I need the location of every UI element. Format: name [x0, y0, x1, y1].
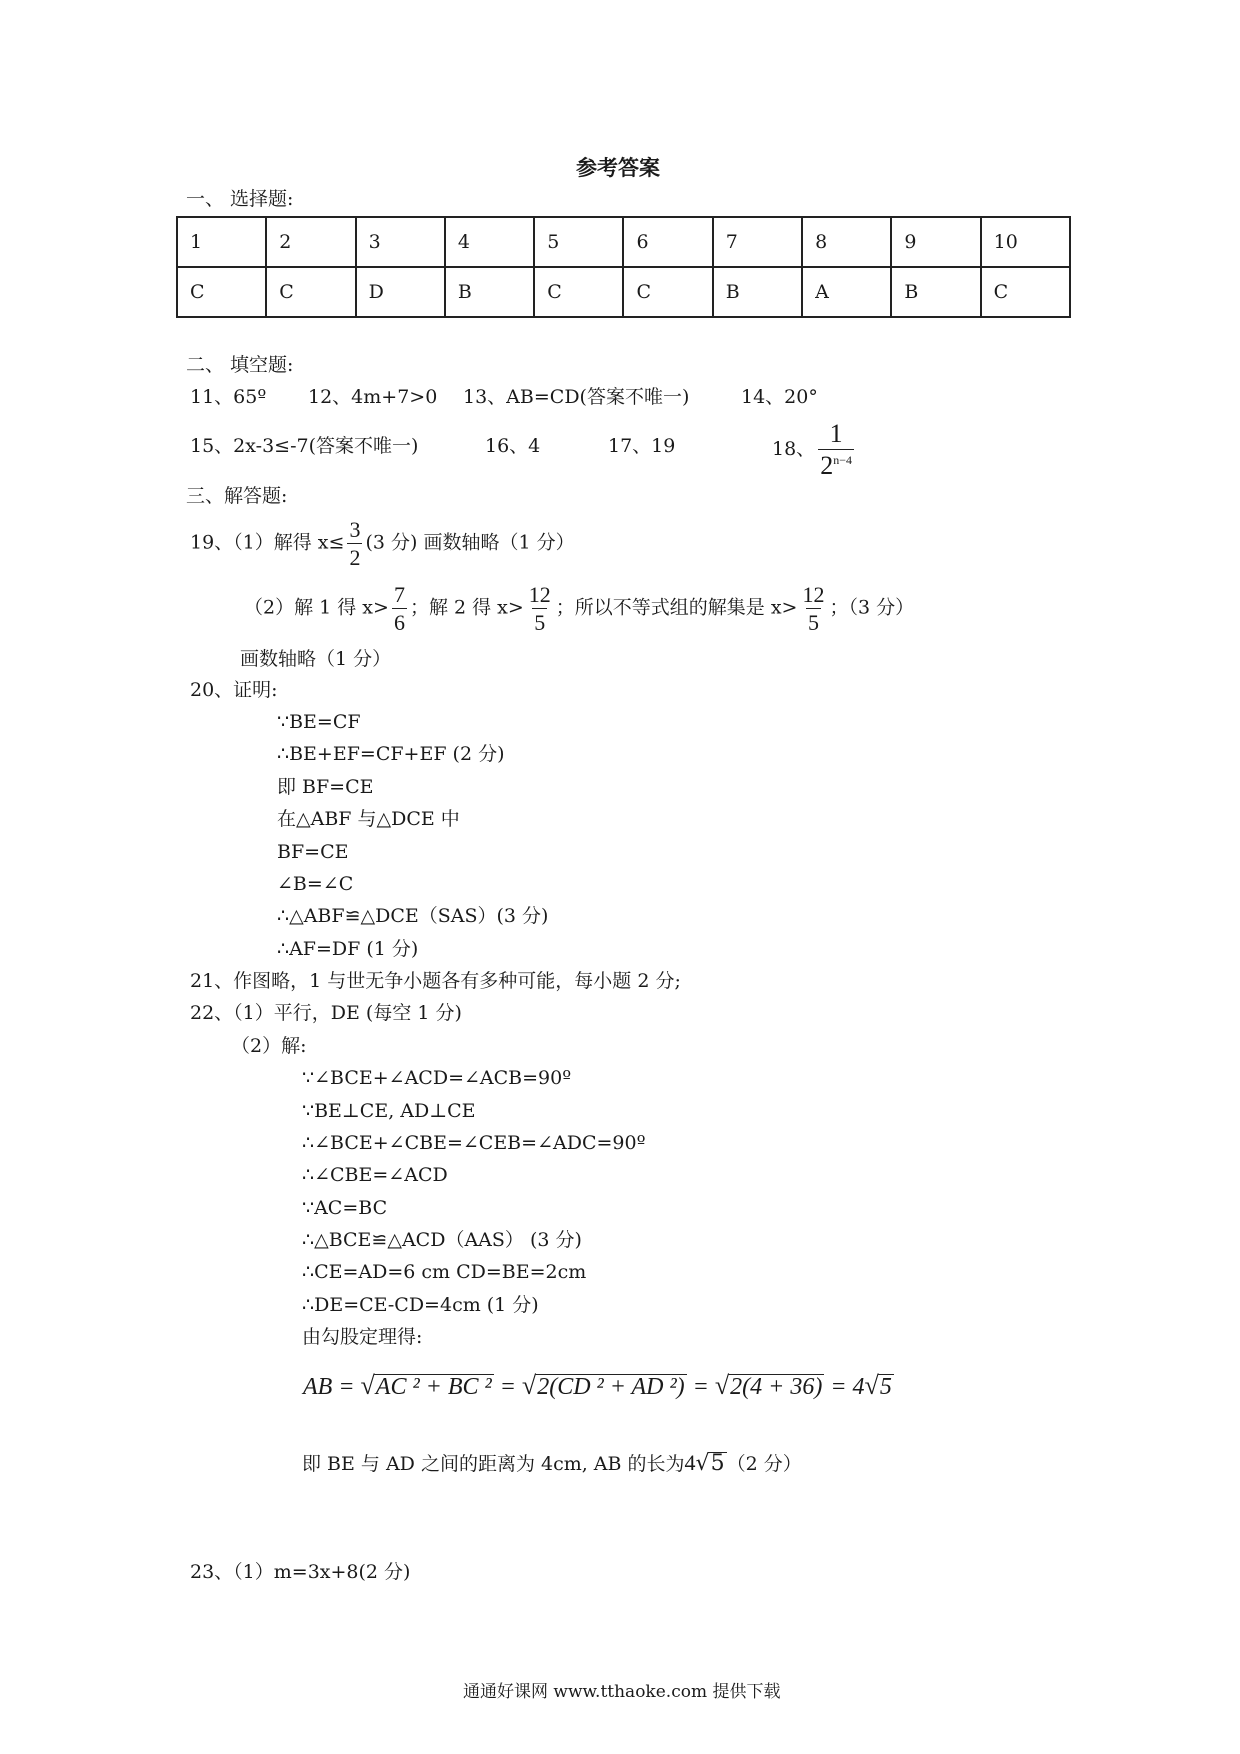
text: （2）解 1 得 x> — [244, 596, 389, 619]
q20-step: ∴AF=DF (1 分) — [277, 938, 419, 960]
sqrt-sign: √ — [695, 1451, 710, 1476]
equals-sign: = — [499, 1374, 516, 1400]
formula-lhs: AB = — [303, 1374, 355, 1400]
q22-step: 由勾股定理得: — [302, 1326, 423, 1348]
q19-line-3: 画数轴略（1 分） — [240, 648, 392, 670]
table-cell: 3 — [356, 217, 445, 267]
fraction-denominator: 5 — [534, 610, 546, 636]
text: 19、（1）解得 x≤ — [190, 531, 345, 554]
table-cell: C — [623, 267, 712, 317]
table-cell: C — [177, 267, 266, 317]
fill-answer-18-label: 18、 — [772, 437, 816, 460]
fraction — [527, 583, 553, 634]
table-row — [177, 217, 1070, 267]
q22-line: 22、（1）平行，DE (每空 1 分) — [190, 1002, 462, 1024]
radicand: 5 — [710, 1451, 725, 1476]
table-cell: C — [534, 267, 623, 317]
section-choice-heading: 一、 选择题: — [186, 188, 294, 210]
text: (3 分) 画数轴略（1 分） — [365, 531, 575, 554]
sqrt-sign: √ — [864, 1371, 879, 1400]
table-cell: 9 — [891, 217, 980, 267]
q20-step: 即 BF=CE — [277, 776, 374, 798]
radicand: 2(CD ² + AD ²) — [537, 1374, 685, 1400]
sqrt-sign: √ — [714, 1371, 730, 1400]
fill-answer-11: 11、65º — [190, 386, 267, 408]
fraction — [392, 583, 407, 634]
table-cell: 2 — [266, 217, 355, 267]
fraction — [347, 518, 362, 569]
page-title: 参考答案 — [576, 155, 660, 180]
fraction — [818, 420, 854, 480]
radicand: 5 — [879, 1374, 892, 1400]
sqrt-sign: √ — [521, 1371, 537, 1400]
q20-step: ∴BE+EF=CF+EF (2 分) — [277, 743, 505, 765]
fraction-denominator: 2 — [349, 545, 361, 571]
coefficient: 4 — [684, 1450, 696, 1475]
table-row — [177, 267, 1070, 317]
section-fill-heading: 二、 填空题: — [186, 354, 294, 376]
fill-answer-14: 14、20° — [741, 386, 818, 408]
q22-step: ∵BE⊥CE, AD⊥CE — [302, 1100, 476, 1122]
q22-step: ∴∠BCE+∠CBE=∠CEB=∠ADC=90º — [302, 1132, 646, 1154]
table-cell: 8 — [802, 217, 891, 267]
fraction-denominator: 6 — [393, 610, 405, 636]
table-cell: 6 — [623, 217, 712, 267]
fraction-numerator: 1 — [829, 419, 843, 448]
fraction-numerator: 12 — [528, 582, 551, 607]
q22-step: ∵AC=BC — [302, 1197, 388, 1219]
fill-answer-13: 13、AB=CD(答案不唯一) — [463, 386, 690, 408]
q22-step: ∴CE=AD=6 cm CD=BE=2cm — [302, 1261, 587, 1283]
q22-conclusion — [302, 1452, 802, 1475]
fill-answer-16: 16、4 — [485, 435, 541, 457]
choice-answer-table — [176, 216, 1071, 318]
q22-step: ∴DE=CE-CD=4cm (1 分) — [302, 1294, 539, 1316]
q22-step: ∵∠BCE+∠ACD=∠ACB=90º — [302, 1067, 572, 1089]
table-cell: B — [891, 267, 980, 317]
pythagorean-formula — [303, 1373, 894, 1399]
fill-answer-15: 15、2x-3≤-7(答案不唯一) — [190, 435, 419, 457]
power-exponent: n−4 — [833, 453, 852, 468]
section-solution-heading: 三、解答题: — [186, 485, 288, 507]
text: ；所以不等式组的解集是 x> — [555, 596, 798, 619]
table-cell: C — [266, 267, 355, 317]
text: 即 BE 与 AD 之间的距离为 4cm, AB 的长为 — [302, 1453, 685, 1475]
q20-step: ∴△ABF≌△DCE（SAS）(3 分) — [277, 905, 549, 927]
sqrt-sign: √ — [360, 1371, 375, 1400]
table-cell: A — [802, 267, 891, 317]
q22-line: （2）解: — [231, 1035, 307, 1057]
table-cell: C — [981, 267, 1070, 317]
fraction — [800, 583, 826, 634]
table-cell: 7 — [713, 217, 802, 267]
fraction-numerator: 12 — [802, 582, 825, 607]
table-cell: 5 — [534, 217, 623, 267]
page-footer: 通通好课网 www.tthaoke.com 提供下载 — [463, 1682, 781, 1702]
fraction-denominator — [818, 449, 854, 479]
table-cell: B — [713, 267, 802, 317]
fill-answer-18 — [772, 420, 857, 480]
q22-step: ∴△BCE≌△ACD（AAS） (3 分) — [302, 1229, 582, 1251]
q20-heading: 20、证明: — [190, 679, 278, 701]
formula-result: = 4 — [830, 1374, 865, 1400]
fraction-numerator: 7 — [393, 582, 405, 607]
table-cell: D — [356, 267, 445, 317]
q20-step: 在△ABF 与△DCE 中 — [277, 808, 460, 830]
q19-line-2 — [244, 583, 914, 634]
radicand: AC ² + BC ² — [375, 1374, 492, 1400]
q20-step: BF=CE — [277, 841, 349, 863]
q19-line-1 — [190, 518, 575, 569]
table-cell: 1 — [177, 217, 266, 267]
q22-step: ∴∠CBE=∠ACD — [302, 1164, 448, 1186]
fraction-numerator: 3 — [349, 517, 361, 542]
text: ；解 2 得 x> — [409, 596, 524, 619]
q20-step: ∠B=∠C — [277, 873, 354, 895]
fill-answer-17: 17、19 — [608, 435, 676, 457]
fill-answer-12: 12、4m+7>0 — [308, 386, 438, 408]
radicand: 2(4 + 36) — [730, 1374, 823, 1400]
q23-answer: 23、（1）m=3x+8(2 分) — [190, 1561, 411, 1583]
fraction-denominator: 5 — [807, 610, 819, 636]
table-cell: 4 — [445, 217, 534, 267]
table-cell: 10 — [981, 217, 1070, 267]
q20-step: ∵BE=CF — [277, 711, 361, 733]
equals-sign: = — [692, 1374, 709, 1400]
score: （2 分） — [726, 1453, 802, 1475]
q21-answer: 21、作图略，1 与世无争小题各有多种可能，每小题 2 分; — [190, 970, 681, 992]
text: ；（3 分） — [829, 596, 915, 619]
power-base: 2 — [820, 451, 834, 481]
table-cell: B — [445, 267, 534, 317]
